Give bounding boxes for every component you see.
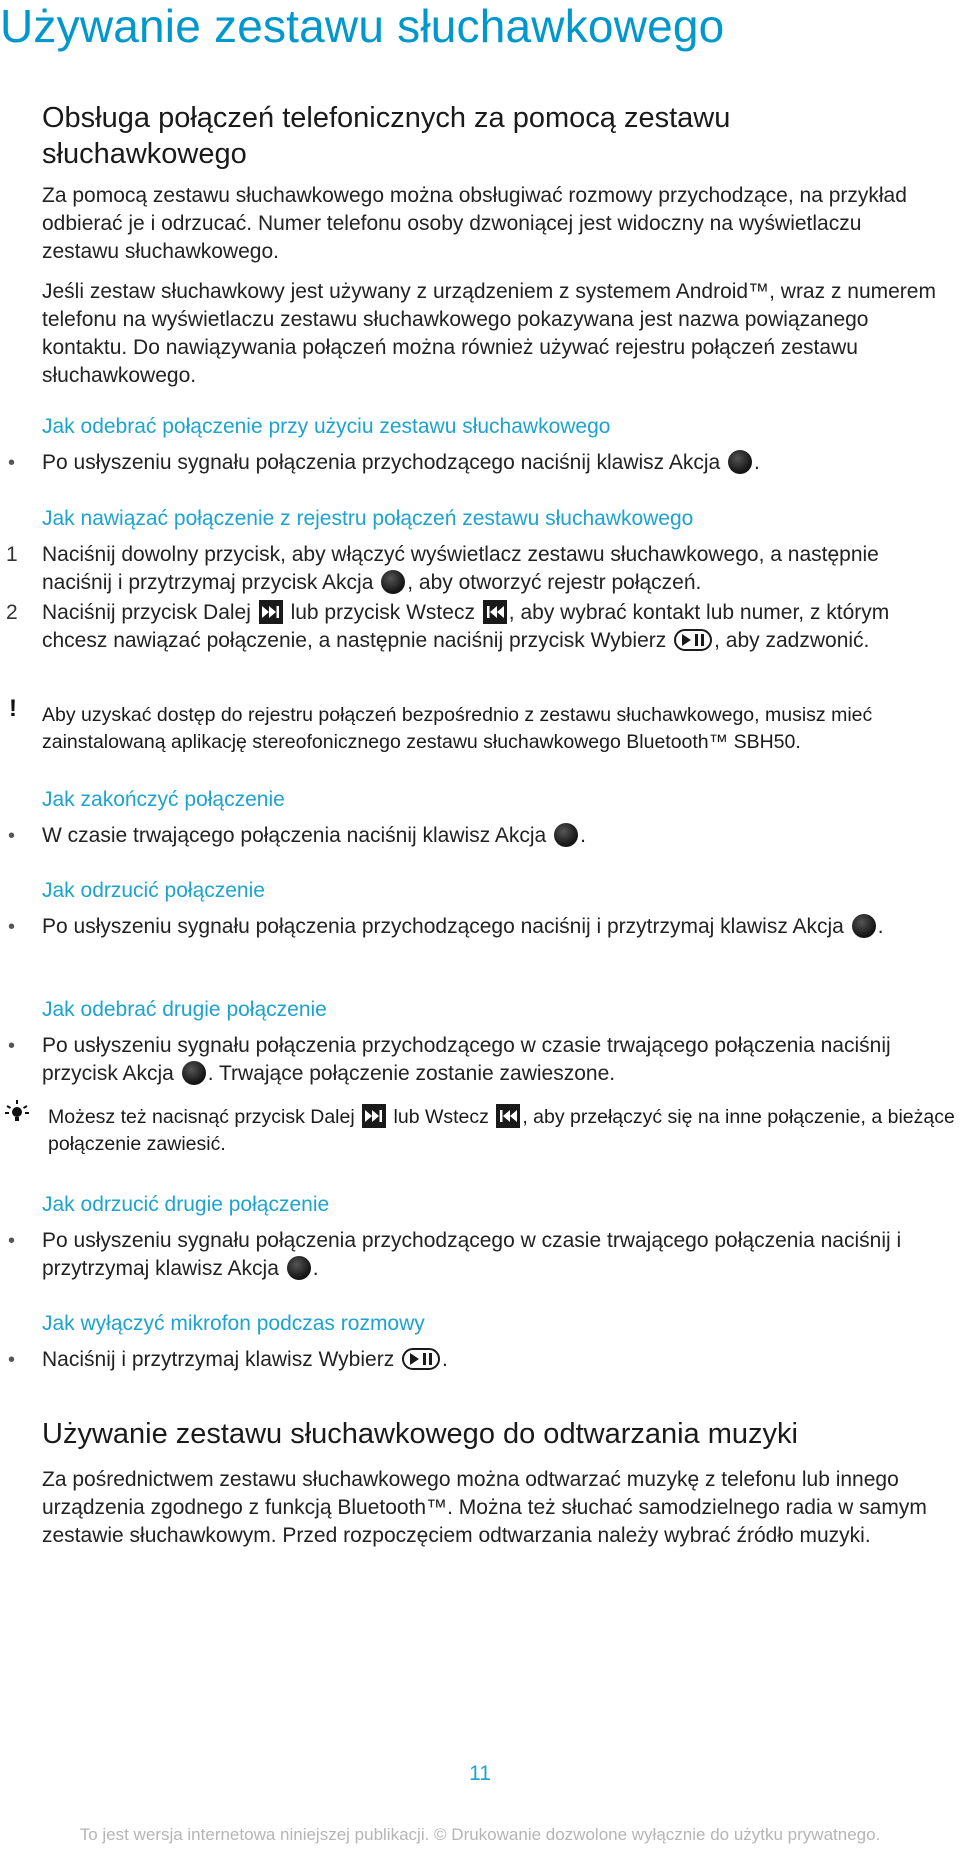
second-call-instruction: Po usłyszeniu sygnału połączenia przychodzącego w czasie trwającego połączenia naciśnij przycisk Akcja . Trwające połączenie zostanie zawieszone. [42, 1034, 891, 1085]
action-key-icon [287, 1256, 311, 1280]
reject-call-instruction: Po usłyszeniu sygnału połączenia przychodzącego naciśnij i przytrzymaj klawisz Akcja . [42, 915, 884, 938]
reject-second-call-instruction: Po usłyszeniu sygnału połączenia przychodzącego w czasie trwającego połączenia naciśnij i przytrzymaj klawisz Akcja . [42, 1229, 902, 1280]
intro-paragraph-2: Jeśli zestaw słuchawkowy jest używany z urządzeniem z systemem Android™, wraz z numerem telefonu na wyświetlaczu zestawu słuchawkowego pokazywana jest nazwa powiązanego kontaktu. Do nawiązywania połączeń można również używać rejestru połączeń zestawu słuchawkowego. [42, 280, 936, 387]
warning-note: Aby uzyskać dostęp do rejestru połączeń bezpośrednio z zestawu słuchawkowego, musisz mieć zainstalowaną aplikację stereofonicznego zestawu słuchawkowego Bluetooth™ SBH50. [42, 704, 873, 753]
action-key-icon [554, 823, 578, 847]
action-key-icon [381, 570, 405, 594]
call-log-step-2: Naciśnij przycisk Dalej lub przycisk Wstecz , aby wybrać kontakt lub numer, z którym chcesz nawiązać połączenie, a następnie naciśnij przycisk Wybierz , aby zadzwonić. [42, 601, 890, 652]
warning-icon: ! [9, 695, 17, 722]
mute-instruction: Naciśnij i przytrzymaj klawisz Wybierz . [42, 1348, 448, 1371]
page-title: Używanie zestawu słuchawkowego [0, 0, 725, 52]
step-number: 1 [6, 543, 18, 566]
bullet: • [8, 1230, 16, 1252]
next-key-icon [362, 1104, 386, 1128]
tip-note: Możesz też nacisnąć przycisk Dalej lub Wstecz , aby przełączyć się na inne połączenie, a bieżące połączenie zawiesić. [48, 1106, 955, 1155]
subheading-reject-second-call: Jak odrzucić drugie połączenie [42, 1193, 330, 1216]
intro-paragraph-1: Za pomocą zestawu słuchawkowego można obsługiwać rozmowy przychodzące, na przykład odbierać je i odrzucać. Numer telefonu osoby dzwoniącej jest widoczny na wyświetlaczu zestawu słuchawkowego. [42, 184, 907, 263]
call-log-step-1: Naciśnij dowolny przycisk, aby włączyć wyświetlacz zestawu słuchawkowego, a następnie naciśnij i przytrzymaj przycisk Akcja , aby otworzyć rejestr połączeń. [42, 543, 879, 594]
step-number: 2 [6, 601, 18, 624]
subheading-reject-call: Jak odrzucić połączenie [42, 879, 265, 902]
tip-lightbulb-icon [4, 1098, 30, 1129]
bullet: • [8, 1349, 16, 1371]
action-key-icon [182, 1061, 206, 1085]
footer-note: To jest wersja internetowa niniejszej publikacji. © Drukowanie dozwolone wyłącznie do użytku prywatnego. [79, 1825, 881, 1844]
action-key-icon [728, 450, 752, 474]
back-key-icon [496, 1104, 520, 1128]
bullet: • [8, 452, 16, 474]
bullet: • [8, 1035, 16, 1057]
answer-instruction: Po usłyszeniu sygnału połączenia przychodzącego naciśnij klawisz Akcja . [42, 451, 760, 474]
back-key-icon [483, 600, 507, 624]
next-key-icon [259, 600, 283, 624]
section-heading-calls: Obsługa połączeń telefonicznych za pomocą zestawu słuchawkowego [42, 102, 731, 170]
bullet: • [8, 916, 16, 938]
subheading-answer-call: Jak odebrać połączenie przy użyciu zestawu słuchawkowego [42, 415, 611, 438]
section-heading-music: Używanie zestawu słuchawkowego do odtwarzania muzyki [42, 1418, 798, 1450]
subheading-second-call: Jak odebrać drugie połączenie [42, 998, 327, 1021]
music-paragraph: Za pośrednictwem zestawu słuchawkowego można odtwarzać muzykę z telefonu lub innego urządzenia zgodnego z funkcją Bluetooth™. Można też słuchać samodzielnego radia w samym zestawie słuchawkowym. Przed rozpoczęciem odtwarzania należy wybrać źródło muzyki. [42, 1468, 927, 1547]
bullet: • [8, 825, 16, 847]
select-key-icon [674, 629, 712, 651]
subheading-call-log: Jak nawiązać połączenie z rejestru połączeń zestawu słuchawkowego [42, 507, 694, 530]
action-key-icon [852, 914, 876, 938]
end-call-instruction: W czasie trwającego połączenia naciśnij klawisz Akcja . [42, 824, 586, 847]
subheading-mute-mic: Jak wyłączyć mikrofon podczas rozmowy [42, 1312, 425, 1335]
subheading-end-call: Jak zakończyć połączenie [42, 788, 285, 811]
page-number: 11 [469, 1762, 491, 1785]
select-key-icon [402, 1348, 440, 1370]
